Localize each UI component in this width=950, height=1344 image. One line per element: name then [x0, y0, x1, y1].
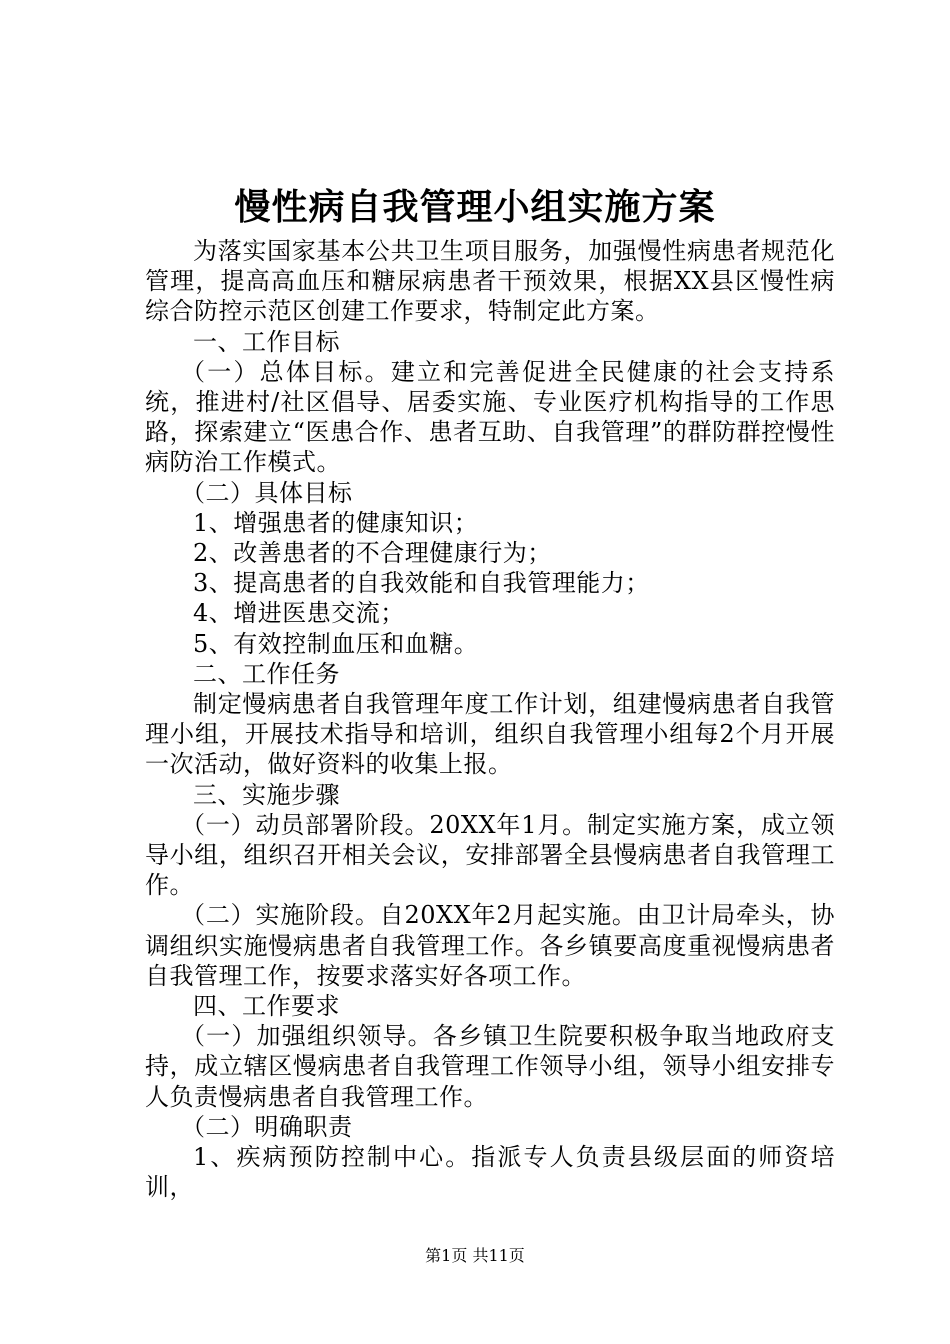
paragraph: 三、实施步骤 [193, 780, 340, 809]
document-title: 慢性病自我管理小组实施方案 [234, 186, 716, 228]
paragraph: 一、工作目标 [193, 327, 340, 356]
paragraph: 二、工作任务 [193, 659, 340, 688]
paragraph: 5、有效控制血压和血糖。 [193, 629, 479, 658]
paragraph: 四、工作要求 [193, 992, 340, 1021]
paragraph: 2、改善患者的不合理健康行为； [193, 539, 552, 568]
paragraph: 为落实国家基本公共卫生项目服务，加强慢性病患者规范化管理，提高高血压和糖尿病患者干预效果，根据XX县区慢性病综合防控示范区创建工作要求，特制定此方案。 [145, 237, 835, 326]
paragraph: 4、增进医患交流； [193, 599, 405, 628]
paragraph: （一）动员部署阶段。20XX年1月。制定实施方案，成立领导小组，组织召开相关会议，安排部署全县慢病患者自我管理工作。 [145, 810, 835, 900]
paragraph: （二）实施阶段。自20XX年2月起实施。由卫计局牵头，协调组织实施慢病患者自我管理工作。各乡镇要高度重视慢病患者自我管理工作，按要求落实好各项工作。 [145, 901, 835, 990]
paragraph: 1、增强患者的健康知识； [193, 508, 479, 537]
page-indicator: 第1页 共11页 [425, 1246, 525, 1265]
paragraph: （二）具体目标 [181, 478, 353, 507]
document-body [145, 236, 835, 1203]
paragraph: （一）加强组织领导。各乡镇卫生院要积极争取当地政府支持，成立辖区慢病患者自我管理工作领导小组，领导小组安排专人负责慢病患者自我管理工作。 [145, 1022, 835, 1111]
paragraph: （二）明确职责 [181, 1112, 353, 1141]
paragraph: （一）总体目标。建立和完善促进全民健康的社会支持系统，推进村/社区倡导、居委实施、专业医疗机构指导的工作思路，探索建立“医患合作、患者互助、自我管理”的群防群控慢性病防治工作模式。 [145, 357, 835, 477]
paragraph: 3、提高患者的自我效能和自我管理能力； [193, 569, 650, 598]
paragraph: 制定慢病患者自我管理年度工作计划，组建慢病患者自我管理小组，开展技术指导和培训，组织自我管理小组每2个月开展一次活动，做好资料的收集上报。 [145, 690, 835, 779]
paragraph: 1、疾病预防控制中心。指派专人负责县级层面的师资培训， [145, 1143, 835, 1202]
